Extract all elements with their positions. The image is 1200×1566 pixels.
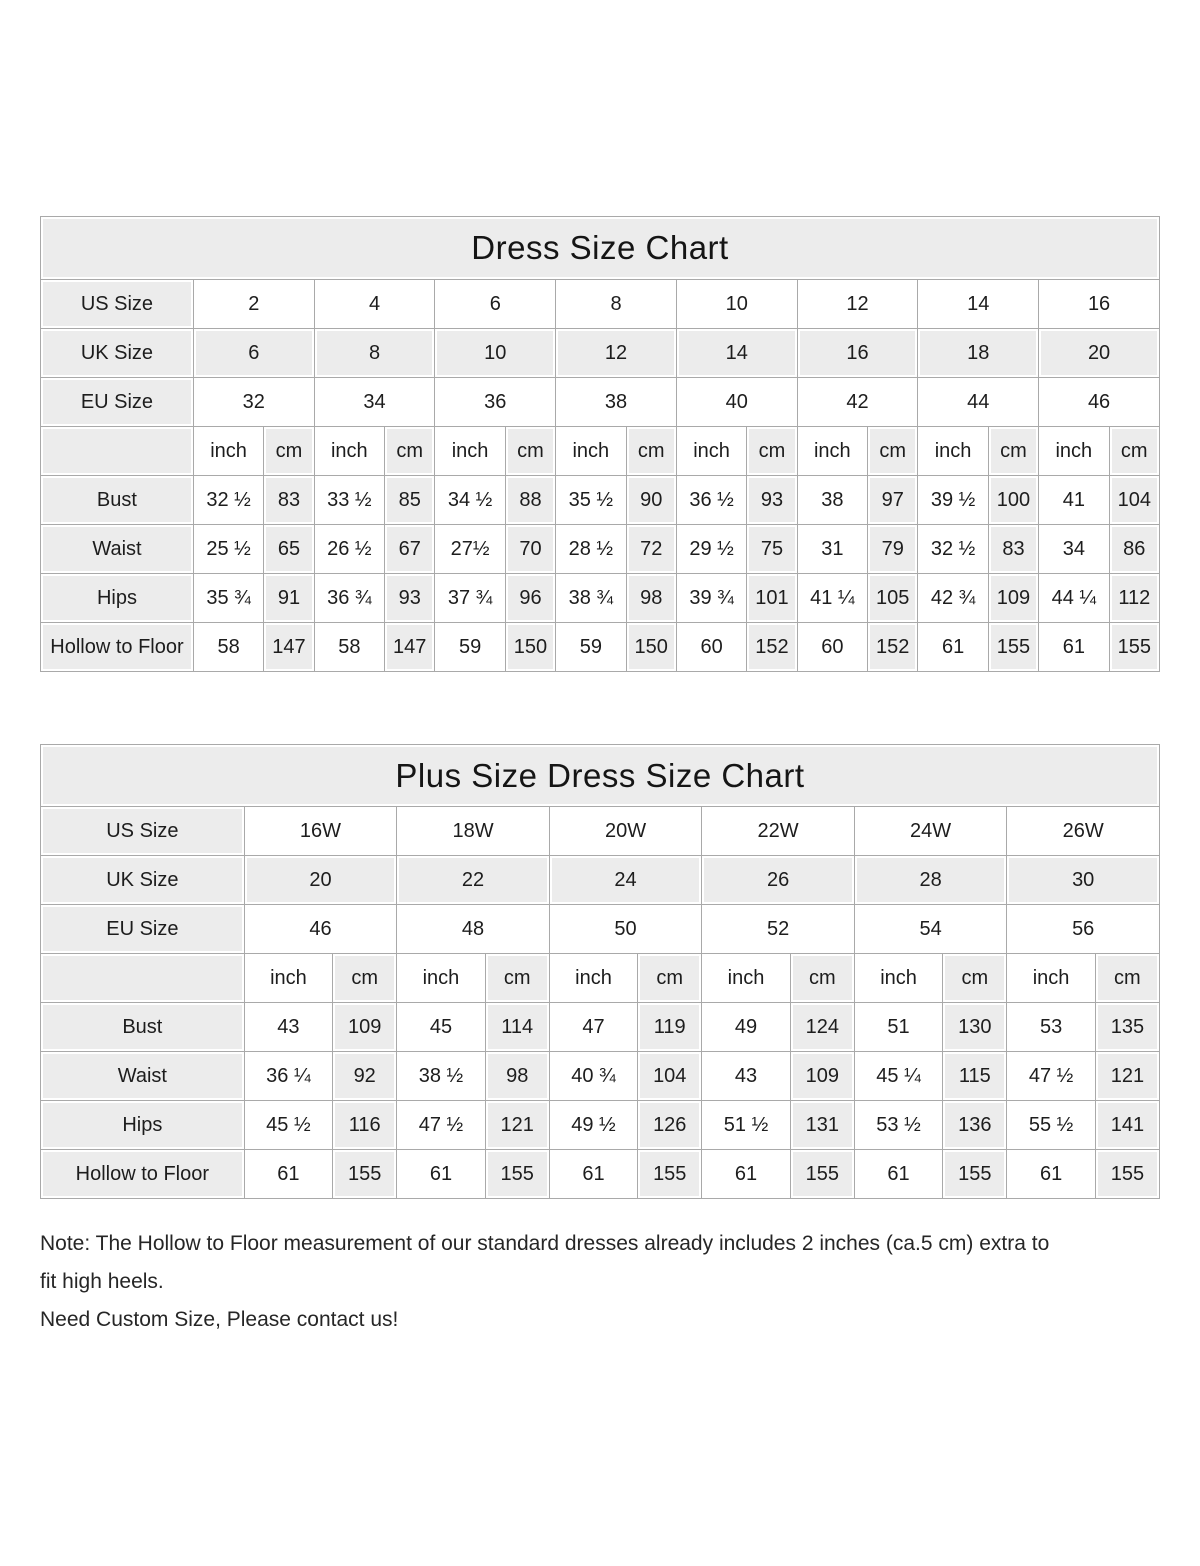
size-row-label: US Size: [41, 280, 194, 329]
measure-cm-value: 155: [790, 1150, 854, 1199]
size-value-cell: 20: [1039, 329, 1160, 378]
measure-inch-value: 55 ½: [1007, 1101, 1095, 1150]
size-value-cell: 18: [918, 329, 1039, 378]
measure-cm-value: 155: [1095, 1150, 1159, 1199]
size-value-cell: 4: [314, 280, 435, 329]
unit-cm-header: cm: [626, 427, 676, 476]
measure-cm-value: 109: [333, 1003, 397, 1052]
size-row-label: EU Size: [41, 905, 245, 954]
measure-inch-value: 38 ¾: [556, 574, 626, 623]
measure-inch-value: 51: [854, 1003, 942, 1052]
size-value-cell: 50: [549, 905, 702, 954]
measure-cm-value: 130: [943, 1003, 1007, 1052]
measure-cm-value: 98: [626, 574, 676, 623]
measure-inch-value: 61: [702, 1150, 790, 1199]
measure-cm-value: 100: [988, 476, 1038, 525]
measure-cm-value: 105: [868, 574, 918, 623]
measure-inch-value: 26 ½: [314, 525, 384, 574]
measure-inch-value: 29 ½: [676, 525, 746, 574]
unit-inch-header: inch: [1039, 427, 1109, 476]
measure-inch-value: 59: [556, 623, 626, 672]
note-line-1: Note: The Hollow to Floor measurement of our standard dresses already includes 2 inches (ca.5 cm) extra to: [40, 1232, 1050, 1255]
measure-inch-value: 25 ½: [193, 525, 263, 574]
measure-inch-value: 41: [1039, 476, 1109, 525]
measure-inch-value: 38: [797, 476, 867, 525]
measure-inch-value: 51 ½: [702, 1101, 790, 1150]
measure-row-label: Hips: [41, 574, 194, 623]
measure-inch-value: 53: [1007, 1003, 1095, 1052]
measure-inch-value: 27½: [435, 525, 505, 574]
measure-cm-value: 152: [868, 623, 918, 672]
measure-cm-value: 155: [988, 623, 1038, 672]
size-row-label: UK Size: [41, 856, 245, 905]
measure-cm-value: 150: [626, 623, 676, 672]
unit-cm-header: cm: [485, 954, 549, 1003]
unit-cm-header: cm: [1109, 427, 1159, 476]
measure-row-label: Hollow to Floor: [41, 1150, 245, 1199]
measure-cm-value: 109: [988, 574, 1038, 623]
size-value-cell: 20: [244, 856, 397, 905]
unit-inch-header: inch: [314, 427, 384, 476]
size-value-cell: 54: [854, 905, 1007, 954]
size-value-cell: 46: [244, 905, 397, 954]
measure-inch-value: 47 ½: [1007, 1052, 1095, 1101]
measure-cm-value: 155: [638, 1150, 702, 1199]
size-value-cell: 12: [797, 280, 918, 329]
measure-cm-value: 141: [1095, 1101, 1159, 1150]
measure-row-label: Bust: [41, 1003, 245, 1052]
measure-inch-value: 34: [1039, 525, 1109, 574]
measure-row-label: Hips: [41, 1101, 245, 1150]
size-value-cell: 24W: [854, 807, 1007, 856]
measure-cm-value: 135: [1095, 1003, 1159, 1052]
measure-inch-value: 61: [397, 1150, 485, 1199]
measure-cm-value: 121: [1095, 1052, 1159, 1101]
measure-inch-value: 47: [549, 1003, 637, 1052]
unit-inch-header: inch: [244, 954, 332, 1003]
size-value-cell: 38: [556, 378, 677, 427]
measure-inch-value: 45 ½: [244, 1101, 332, 1150]
unit-cm-header: cm: [747, 427, 797, 476]
measure-cm-value: 93: [385, 574, 435, 623]
unit-cm-header: cm: [505, 427, 555, 476]
size-value-cell: 48: [397, 905, 550, 954]
size-value-cell: 16: [797, 329, 918, 378]
measure-inch-value: 31: [797, 525, 867, 574]
measure-cm-value: 155: [1109, 623, 1159, 672]
chart-title: Plus Size Dress Size Chart: [41, 745, 1160, 807]
measure-inch-value: 35 ¾: [193, 574, 263, 623]
size-value-cell: 14: [676, 329, 797, 378]
measure-cm-value: 155: [485, 1150, 549, 1199]
measure-cm-value: 136: [943, 1101, 1007, 1150]
note-line-2: fit high heels.: [40, 1270, 164, 1293]
measure-inch-value: 44 ¼: [1039, 574, 1109, 623]
size-value-cell: 2: [193, 280, 314, 329]
measure-cm-value: 97: [868, 476, 918, 525]
measure-cm-value: 147: [264, 623, 314, 672]
measure-inch-value: 33 ½: [314, 476, 384, 525]
size-value-cell: 10: [676, 280, 797, 329]
unit-cm-header: cm: [638, 954, 702, 1003]
measure-inch-value: 28 ½: [556, 525, 626, 574]
size-value-cell: 10: [435, 329, 556, 378]
measure-cm-value: 88: [505, 476, 555, 525]
measure-cm-value: 116: [333, 1101, 397, 1150]
size-value-cell: 8: [314, 329, 435, 378]
measure-inch-value: 40 ¾: [549, 1052, 637, 1101]
measure-cm-value: 79: [868, 525, 918, 574]
unit-inch-header: inch: [549, 954, 637, 1003]
chart-title: Dress Size Chart: [41, 217, 1160, 280]
measure-cm-value: 92: [333, 1052, 397, 1101]
measure-cm-value: 86: [1109, 525, 1159, 574]
size-value-cell: 32: [193, 378, 314, 427]
measure-inch-value: 36 ¼: [244, 1052, 332, 1101]
size-value-cell: 20W: [549, 807, 702, 856]
measure-row-label: Hollow to Floor: [41, 623, 194, 672]
unit-inch-header: inch: [702, 954, 790, 1003]
size-value-cell: 40: [676, 378, 797, 427]
size-value-cell: 24: [549, 856, 702, 905]
measure-inch-value: 45 ¼: [854, 1052, 942, 1101]
measure-inch-value: 58: [314, 623, 384, 672]
measure-cm-value: 83: [264, 476, 314, 525]
unit-inch-header: inch: [556, 427, 626, 476]
size-value-cell: 16W: [244, 807, 397, 856]
size-value-cell: 46: [1039, 378, 1160, 427]
measure-inch-value: 43: [702, 1052, 790, 1101]
measure-inch-value: 61: [1007, 1150, 1095, 1199]
measure-inch-value: 32 ½: [193, 476, 263, 525]
measure-cm-value: 93: [747, 476, 797, 525]
plus-size-dress-size-chart-table: [40, 744, 1160, 1199]
note-line-3: Need Custom Size, Please contact us!: [40, 1308, 399, 1331]
unit-inch-header: inch: [193, 427, 263, 476]
measure-cm-value: 150: [505, 623, 555, 672]
measure-cm-value: 155: [333, 1150, 397, 1199]
measure-cm-value: 115: [943, 1052, 1007, 1101]
measure-inch-value: 41 ¼: [797, 574, 867, 623]
measure-inch-value: 39 ¾: [676, 574, 746, 623]
unit-cm-header: cm: [988, 427, 1038, 476]
measure-row-label: Waist: [41, 525, 194, 574]
measure-cm-value: 124: [790, 1003, 854, 1052]
measure-inch-value: 36 ½: [676, 476, 746, 525]
measure-inch-value: 45: [397, 1003, 485, 1052]
measure-cm-value: 96: [505, 574, 555, 623]
measure-inch-value: 37 ¾: [435, 574, 505, 623]
measure-cm-value: 112: [1109, 574, 1159, 623]
unit-cm-header: cm: [333, 954, 397, 1003]
measure-inch-value: 61: [918, 623, 988, 672]
measure-inch-value: 38 ½: [397, 1052, 485, 1101]
measure-inch-value: 47 ½: [397, 1101, 485, 1150]
measure-inch-value: 32 ½: [918, 525, 988, 574]
measure-inch-value: 35 ½: [556, 476, 626, 525]
measure-cm-value: 121: [485, 1101, 549, 1150]
size-value-cell: 42: [797, 378, 918, 427]
size-value-cell: 8: [556, 280, 677, 329]
unit-cm-header: cm: [790, 954, 854, 1003]
size-value-cell: 12: [556, 329, 677, 378]
size-value-cell: 34: [314, 378, 435, 427]
size-value-cell: 16: [1039, 280, 1160, 329]
measure-inch-value: 59: [435, 623, 505, 672]
size-value-cell: 22: [397, 856, 550, 905]
note-text: [40, 1225, 1160, 1339]
unit-cm-header: cm: [385, 427, 435, 476]
size-value-cell: 22W: [702, 807, 855, 856]
dress-size-chart-table: [40, 216, 1160, 672]
measure-inch-value: 42 ¾: [918, 574, 988, 623]
measure-cm-value: 104: [1109, 476, 1159, 525]
unit-cm-header: cm: [264, 427, 314, 476]
size-value-cell: 18W: [397, 807, 550, 856]
unit-cm-header: cm: [868, 427, 918, 476]
measure-cm-value: 109: [790, 1052, 854, 1101]
measure-cm-value: 101: [747, 574, 797, 623]
size-row-label: EU Size: [41, 378, 194, 427]
unit-inch-header: inch: [918, 427, 988, 476]
measure-inch-value: 61: [244, 1150, 332, 1199]
unit-inch-header: inch: [397, 954, 485, 1003]
measure-cm-value: 155: [943, 1150, 1007, 1199]
measure-cm-value: 152: [747, 623, 797, 672]
measure-row-label: Bust: [41, 476, 194, 525]
unit-inch-header: inch: [676, 427, 746, 476]
size-value-cell: 6: [435, 280, 556, 329]
size-value-cell: 44: [918, 378, 1039, 427]
measure-inch-value: 58: [193, 623, 263, 672]
measure-inch-value: 36 ¾: [314, 574, 384, 623]
unit-inch-header: inch: [854, 954, 942, 1003]
size-value-cell: 52: [702, 905, 855, 954]
size-value-cell: 30: [1007, 856, 1160, 905]
size-row-label: UK Size: [41, 329, 194, 378]
measure-cm-value: 147: [385, 623, 435, 672]
measure-inch-value: 43: [244, 1003, 332, 1052]
size-value-cell: 26W: [1007, 807, 1160, 856]
measure-cm-value: 119: [638, 1003, 702, 1052]
measure-cm-value: 85: [385, 476, 435, 525]
measure-cm-value: 70: [505, 525, 555, 574]
size-value-cell: 26: [702, 856, 855, 905]
size-value-cell: 56: [1007, 905, 1160, 954]
measure-inch-value: 61: [1039, 623, 1109, 672]
measure-inch-value: 39 ½: [918, 476, 988, 525]
measure-inch-value: 53 ½: [854, 1101, 942, 1150]
measure-cm-value: 75: [747, 525, 797, 574]
measure-inch-value: 60: [797, 623, 867, 672]
unit-cm-header: cm: [943, 954, 1007, 1003]
unit-inch-header: inch: [797, 427, 867, 476]
measure-row-label: Waist: [41, 1052, 245, 1101]
measure-cm-value: 67: [385, 525, 435, 574]
unit-row-corner-cell: [41, 427, 194, 476]
unit-row-corner-cell: [41, 954, 245, 1003]
size-value-cell: 6: [193, 329, 314, 378]
measure-inch-value: 61: [549, 1150, 637, 1199]
size-value-cell: 14: [918, 280, 1039, 329]
size-row-label: US Size: [41, 807, 245, 856]
measure-inch-value: 60: [676, 623, 746, 672]
measure-cm-value: 90: [626, 476, 676, 525]
unit-cm-header: cm: [1095, 954, 1159, 1003]
measure-cm-value: 91: [264, 574, 314, 623]
unit-inch-header: inch: [435, 427, 505, 476]
measure-inch-value: 49: [702, 1003, 790, 1052]
measure-cm-value: 65: [264, 525, 314, 574]
measure-cm-value: 114: [485, 1003, 549, 1052]
measure-cm-value: 126: [638, 1101, 702, 1150]
size-value-cell: 28: [854, 856, 1007, 905]
measure-inch-value: 61: [854, 1150, 942, 1199]
size-value-cell: 36: [435, 378, 556, 427]
measure-cm-value: 104: [638, 1052, 702, 1101]
measure-inch-value: 49 ½: [549, 1101, 637, 1150]
measure-inch-value: 34 ½: [435, 476, 505, 525]
measure-cm-value: 83: [988, 525, 1038, 574]
measure-cm-value: 72: [626, 525, 676, 574]
measure-cm-value: 131: [790, 1101, 854, 1150]
unit-inch-header: inch: [1007, 954, 1095, 1003]
measure-cm-value: 98: [485, 1052, 549, 1101]
